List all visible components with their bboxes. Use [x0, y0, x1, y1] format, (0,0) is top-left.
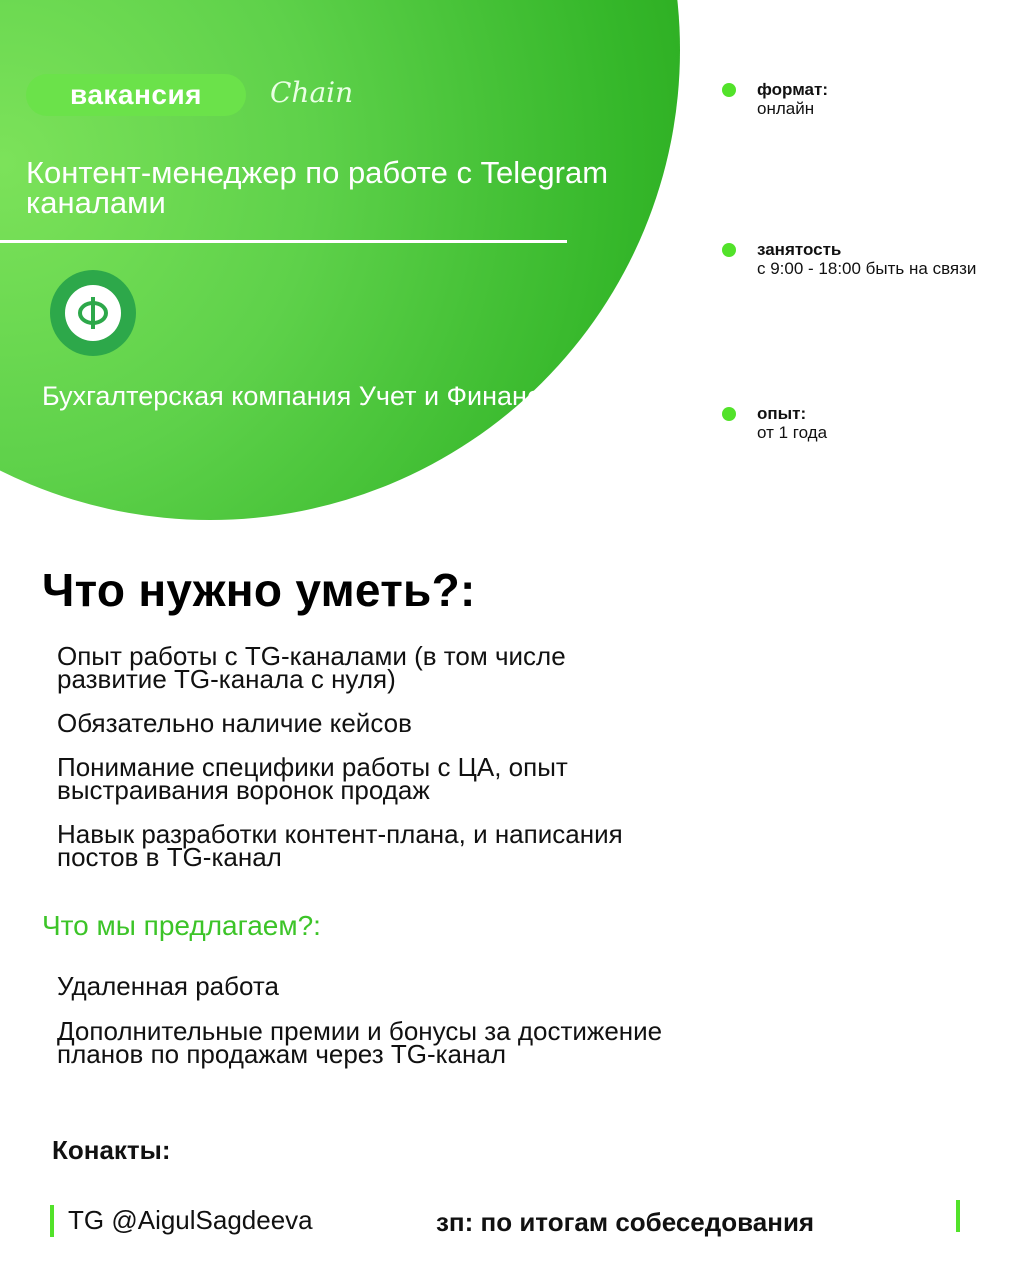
brand-logo-text: Chain: [270, 76, 354, 109]
offers-title: Что мы предлагаем?:: [42, 910, 321, 941]
info-label: занятость: [757, 240, 842, 259]
phi-logo-icon: [50, 270, 136, 356]
job-title: Контент-менеджер по работе с Telegram каналами: [26, 155, 609, 220]
accent-bar-left: [50, 1205, 54, 1237]
info-label: формат:: [757, 80, 828, 99]
vacancy-badge: вакансия: [26, 74, 246, 116]
accent-bar-right: [956, 1200, 960, 1232]
bullet-dot-icon: [722, 243, 736, 257]
list-item: Навык разработки контент-плана, и написания постов в TG-канал: [57, 819, 623, 872]
info-experience: [722, 404, 982, 442]
header-divider: [0, 240, 567, 243]
bullet-dot-icon: [722, 83, 736, 97]
info-value: от 1 года: [757, 423, 828, 442]
salary-text: зп: по итогам собеседования: [436, 1207, 815, 1237]
info-value: онлайн: [757, 99, 815, 118]
requirements-list: [57, 641, 677, 890]
list-item: Обязательно наличие кейсов: [57, 708, 412, 738]
telegram-contact-link[interactable]: TG @AigulSagdeeva: [68, 1205, 313, 1235]
requirements-title: Что нужно уметь?:: [42, 564, 476, 616]
list-item: Опыт работы с TG-каналами (в том числе развитие TG-канала с нуля): [57, 641, 566, 694]
bullet-dot-icon: [722, 407, 736, 421]
offers-list: [57, 971, 677, 1088]
info-label: опыт:: [757, 404, 807, 423]
logo-inner-circle: [65, 285, 121, 341]
phi-symbol-icon: [73, 293, 113, 333]
list-item: Понимание специфики работы с ЦА, опыт выстраивания воронок продаж: [57, 752, 568, 805]
list-item: Дополнительные премии и бонусы за достижение планов по продажам через TG-канал: [57, 1016, 663, 1069]
contacts-title: Конакты:: [52, 1135, 171, 1165]
list-item: Удаленная работа: [57, 971, 280, 1001]
info-format: [722, 80, 982, 118]
company-name: Бухгалтерская компания Учет и Финансы: [42, 381, 560, 411]
info-employment: [722, 240, 982, 278]
info-value: с 9:00 - 18:00 быть на связи: [757, 259, 977, 278]
